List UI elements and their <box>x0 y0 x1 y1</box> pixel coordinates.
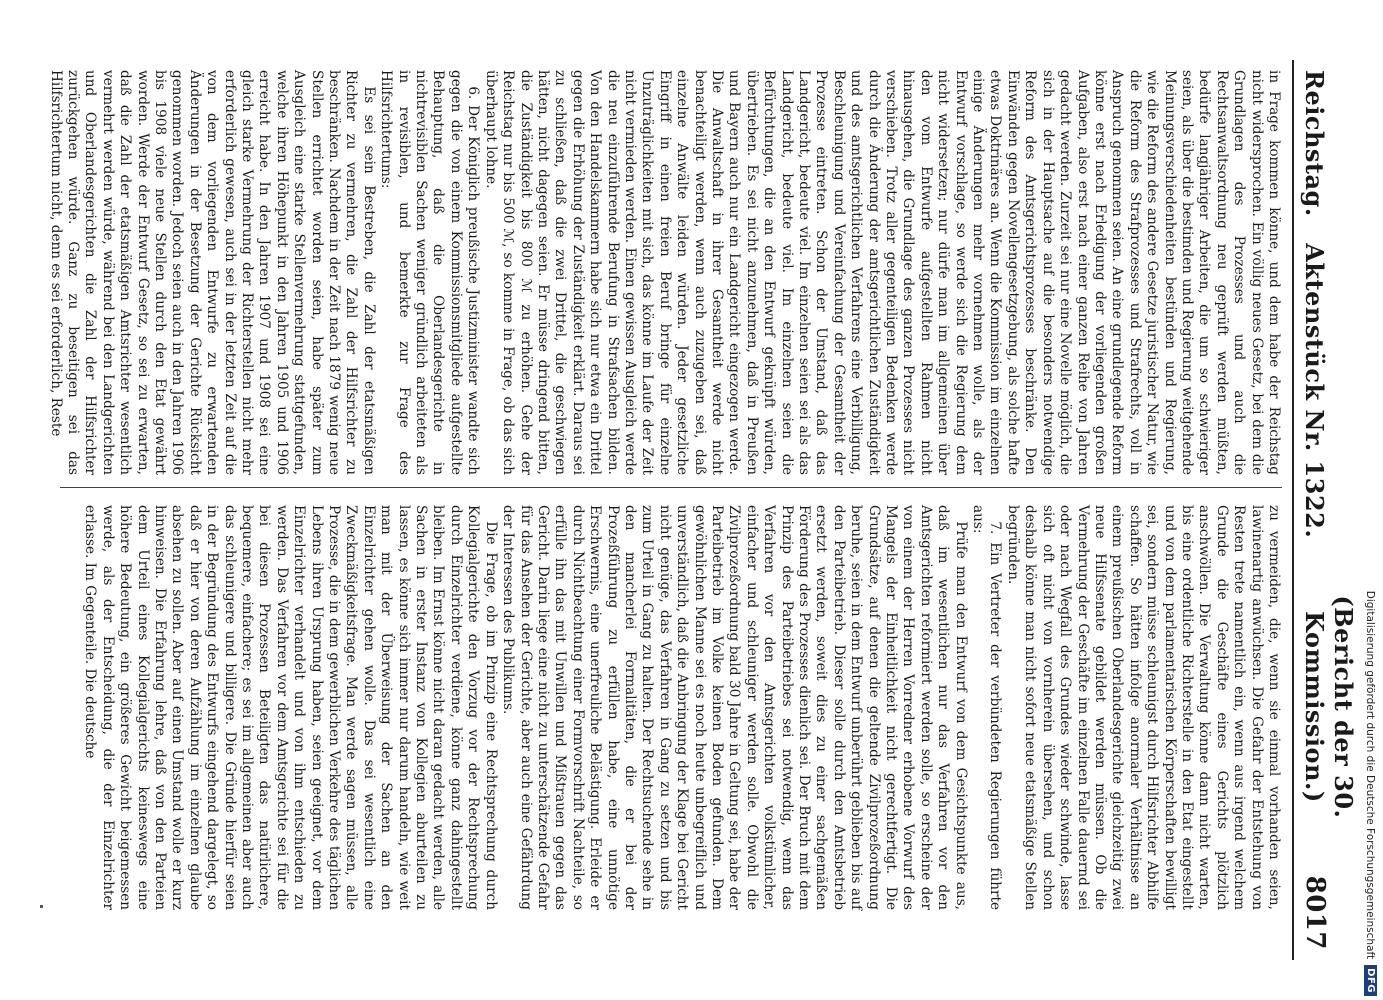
header-rule <box>1292 60 1294 960</box>
header-left: Reichstag. Aktenstück Nr. 1322. <box>1300 70 1329 539</box>
paragraph: zu vermeiden, die, wenn sie einmal vorhanden seien, lawinenartig anwüchsen. Die Gefahr der Entstehung von Resten trete namentlich ein, wenn aus irgend welchem Grunde die Geschäfte eines Gerichts plötzlich anschwöllen. Die Verwaltung könne dann nicht warten, bis eine ordentliche Richterstelle in den Etat eingestellt und von dem parlamentarischen Körperschaften bewilligt sei, sondern müsse schleunigst durch Hilfsrichter Abhilfe schaffen. So hätten infolge anormaler Verhältnisse an einem preußischen Oberlandesgerichte gleichzeitig zwei neue Hilfssenate gebildet werden müssen. Ob die Vermehrung der Geschäfte im einzelnen Falle dauernd sei oder nach Wegfall des Grundes wieder schwinde, lasse sich oft nicht von vornherein übersehen, und schon deshalb könne man nicht sofort neue etatsmäßige Stellen begründen. <box>1004 505 1282 910</box>
paragraph: Es sei sein Bestreben, die Zahl der etatsmäßigen Richter zu vermehren, die Zahl der Hilfsrichter zu beschränken. Nachdem in der Zeit nach 1879 wenig neue Stellen errichtet worden seien, habe später zum Ausgleich eine starke Stellenvermehrung stattgefunden, welche ihren Höhepunkt in den Jahren 1905 und 1906 erreicht habe. In den Jahren 1907 und 1908 sei eine gleich starke Vermehrung der Richterstellen nicht mehr erforderlich gewesen, auch sei in der letzten Zeit auf die von dem vorliegenden Entwurfe zu erwartenden Änderungen in der Besetzung der Gerichte Rücksicht genommen worden. Jedoch seien auch in den Jahren 1906 bis 1908 viele neue Stellen durch den Etat gewährt worden. Werde der Entwurf Gesetz, so sei zu erwarten, daß die Zahl der etatsmäßigen Amtsrichter wesentlich vermehrt werden würde, während bei den Landgerichten und Oberlandesgerichten die Zahl der Hilfsrichter zurückgehen würde. Ganz zu beseitigen sei das Hilfsrichtertum nicht, denn es sei erforderlich, Reste <box>47 70 377 475</box>
digitization-credit <box>1358 0 1383 1000</box>
paragraph: in Frage kommen könne, und dem habe der Reichstag nicht widersprochen. Ein völlig neues Gesetz, bei dem die Grundlagen des Prozesses und auch die Rechtsanwaltsordnung neu geprüft werden müßten, bedürfe langjähriger Arbeiten, die um so schwieriger seien, als über die bestimden und Regierung weitgehende Meinungsverschiedenheiten bestünden und Regierung, wie die Reform des andere Gesetze juristischer Natur, wie die Reform des Strafprozesses und Strafrechts, voll in Anspruch genommen seien. An eine grundlegende Reform könne erst nach Erledigung der vorliegenden großen Aufgaben, also erst nach einer ganzen Reihe von Jahren gedacht werden. Zurzeit sei nur eine Novelle möglich, die sich in der Hauptsache auf die besonders notwendige Reform des Amtsgerichtsprozesses beschränke. Den Einwänden gegen Novellengesetzgebung, als solche hafte etwas Doktrinäres an. Wenn die Kommission im einzelnen einige Änderungen mehr vornehmen wolle, als der Entwurf vorschlage, so werde sich die Regierung dem nicht widersetzen; nur dürfe man im allgemeinen über den vom Entwurfe aufgestellten Rahmen nicht hinausgehen, die Grundlage des ganzen Prozesses nicht verschieben. Trotz aller gegenteiligen Bedenken werde durch die Änderung der amtsgerichtlichen Zuständigkeit und des amtsgerichtlichen Verfahrens eine Verbilligung, Beschleunigung und Vereinfachung der Gesamtheit der Prozesse eintreten. Schon der Umstand, daß das Landgericht, bedeute viel. Im einzelnen seien sei als das Landgericht, bedeute viel. Im einzelnen seien die Befürchtungen, die an den Entwurf geknüpft würden, übertrieben. Es sei nicht anzunehmen, daß in Preußen und Bayern auch nur ein Landgericht eingezogen werde. Die Anwaltschaft in ihrer Gesamtheit werde nicht benachteiligt werden, wenn auch zuzugeben sei, daß einzelne Anwälte leiden würden. Jeder gesetzliche Eingriff in einen freien Beruf bringe für einzelne Unzuträglichkeiten mit sich, das könne im Laufe der Zeit nicht vermieden werden. Einen gewissen Ausgleich werde die neu einzuführende Berufung in Strafsachen bilden. Von den Handelskammern habe sich nur etwa ein Drittel gegen die Erhöhung der Zuständigkeit erklärt. Daraus sei zu schließen, daß die zwei Drittel, die geschwiegen hätten, nicht dagegen seien. Er müsse dringend bitten, die Zuständigkeit bis 800 ℳ zu erhöhen. Gehe der Reichstag nur bis 500 ℳ, so komme in Frage, ob das sich überhaupt lohne. <box>482 70 1282 475</box>
paragraph: Prüfe man den Entwurf von dem Gesichtspunkte aus, daß im wesentlichen nur das Verfahren vor den Amtsgerichten reformiert werden solle, so erscheine der von einem der Herren Vorredner erhobene Vorwurf des Mangels der Einheitlichkeit nicht gerechtfertigt. Die Grundsätze, auf denen die geltende Zivilprozeßordnung beruhe, seien in dem Entwurf unberührt geblieben bis auf den Parteibetrieb. Dieser solle durch den Amtsbetrieb ersetzt werden, soweit dies zu einer sachgemäßen Förderung des Prozesses dienlich sei. Der Bruch mit dem Prinzip des Parteibetriebes sei notwendig, wenn das Verfahren vor den Amtsgerichten volkstümlicher, einfacher und schleuniger werden solle. Obwohl die Zivilprozeßordnung bald 30 Jahre in Geltung sei, habe der Parteibetrieb im Volke keinen Boden gefunden. Dem gewöhnlichen Manne sei es noch heute unbegreiflich und unverständlich, daß die Anbringung der Klage bei Gericht nicht genüge, das Verfahren in Gang zu setzen und bis zum Urteil in Gang zu halten. Der Rechtsuchende sehe in den mancherlei Formalitäten, die er bei der Prozeßführung zu erfüllen habe, eine unnötige Erschwernis, eine unerfreuliche Belästigung. Erleide er durch Nichtbeachtung einer Formvorschrift Nachteile, so erfülle ihn das mit Unwillen und Mißtrauen gegen das Gericht. Darin liege eine nicht zu unterschätzende Gefahr für das Ansehen der Gerichte, aber auch eine Gefährdung der Interessen des Publikums. <box>500 505 969 910</box>
scan-speck <box>40 905 43 908</box>
paragraph: 7. Ein Vertreter der verbündeten Regierungen führte aus: <box>970 505 1004 910</box>
page-header <box>1300 70 1358 950</box>
column-right <box>60 505 1282 910</box>
column-left <box>47 70 1282 475</box>
page-number: 8017 <box>1300 875 1330 950</box>
column-divider <box>60 487 1282 488</box>
dfg-logo-icon: DFG <box>1364 965 1377 996</box>
paragraph: Die Frage, ob im Prinzip eine Rechtsprechung durch Kollegialgerichte den Vorzug vor der Rechtsprechung durch Einzelrichter verdiene, könne ganz dahingestellt bleiben. Im Ernst könne nicht daran gedacht werden, alle Sachen in erster Instanz von Kollegien aburteilen zu lassen, es könne sich immer nur darum handeln, wie weit man mit der Überweisung der Sachen an den Einzelrichter gehen wolle. Das sei wesentlich eine Zweckmäßigkeitsfrage. Man werde sagen müssen, alle Prozesse, die in dem gewerblichen Verkehre des täglichen Lebens ihren Ursprung haben, seien geeignet, vor dem Einzelrichter verhandelt und von ihm entschieden zu werden. Das Verfahren vor dem Amtsgerichte sei für die bei diesen Prozessen Beteiligten das natürlichere, bequemere, einfachere; es sei im allgemeinen aber auch das schleunigere und billigere. Die Gründe hierfür seien in der Begründung des Entwurfs eingehend dargelegt, so daß er hier von deren Aufzählung im einzelnen glaube absehen zu sollen. Aber auf einen Umstand wolle er kurz hinweisen. Die Erfahrung lehre, daß von den Parteien dem Urteil eines Kollegialgerichts keineswegs eine höhere Bedeutung, ein größeres Gewicht beigemessen werde, als der Entscheidung, die der Einzelrichter erlasse. Im Gegenteile. Die deutsche <box>82 505 499 910</box>
header-center: (Bericht der 30. Kommission.) <box>1300 595 1358 819</box>
paragraph: 6. Der Königlich preußische Justizminister wandte sich gegen die von einem Kommissionsmitgliede aufgestellte Behauptung, daß die Oberlandesgerichte in nichtrevisiblen Sachen weniger gründlich arbeiteten als in revisiblen, und bemerkte zur Frage des Hilfsrichtertums: <box>378 70 482 475</box>
credit-text: Digitalisierung gefördert durch die Deutsche Forschungsgemeinschaft <box>1364 590 1377 960</box>
